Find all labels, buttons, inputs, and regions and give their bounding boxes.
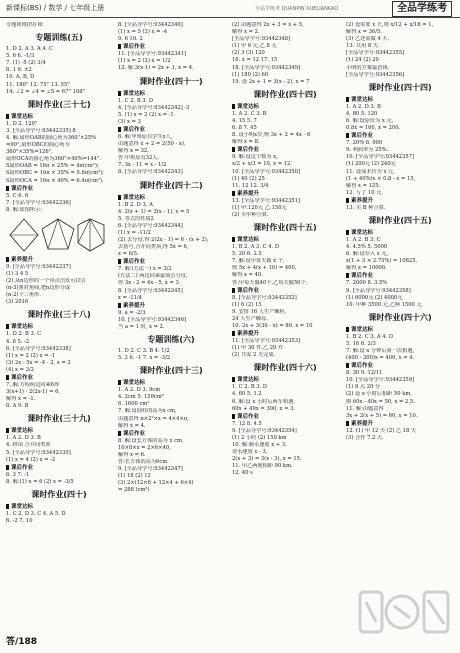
- answer-line: (2) 共需 2 天完成.: [232, 352, 276, 359]
- answer-line: 9. a = -2/3: [118, 309, 146, 316]
- answer-line: 3. [全品导学号:93442335] 8: [6, 127, 76, 134]
- answer-line: 3(x+1) - 2(2x-1) = 6,: [6, 389, 61, 396]
- answer-line: 4. 2(x + 1) = 3(x - 1), x = 5: [118, 208, 190, 215]
- subsection-tag: 课后作业: [232, 146, 338, 154]
- answer-line: 11. 设成本价为 x 元,: [346, 168, 395, 175]
- answer-column-2: [118, 22, 224, 627]
- answer-line: 1. A 2. C 3. B: [232, 110, 267, 117]
- answer-line: 6. [全品导学号:93442344]: [118, 222, 183, 229]
- answer-line: 7. 3x - 11 = x - 1/2: [118, 162, 167, 169]
- answer-line: (1) 180 (2) 60: [232, 71, 269, 78]
- answer-column-4: [346, 22, 454, 627]
- answer-line: [全品导学号:93442355]: [346, 50, 405, 57]
- answer-line: 10. [全品导学号:93442350]: [232, 168, 301, 175]
- answer-line: (1) x = -11/2: [118, 229, 151, 236]
- answer-line: 答:甲每天做40个,乙每天做50个.: [232, 279, 308, 286]
- answer-line: 1. B 2. D 3. A: [118, 201, 153, 208]
- subsection-tag: 课后作业: [118, 430, 224, 438]
- figure-polygons: [6, 215, 112, 255]
- answer-line: 11. 180° 12. 75° 13. 55°: [6, 81, 70, 88]
- section-title: 课时作业(四十六): [368, 312, 432, 322]
- answer-line: (1) 6 (2) 15: [232, 301, 262, 308]
- answer-line: 0.8x = 160, x = 200.: [346, 125, 401, 132]
- answer-line: 4. 8 5. -2: [6, 338, 30, 345]
- answer-line: 1. C 2. D 3. C 4. A 5. D: [6, 510, 66, 517]
- section-title: 课时作业(四十四): [253, 89, 317, 99]
- answer-line: 11. [全品导学号:93442353]: [232, 338, 301, 345]
- answer-line: 6. 解:设存入 x 元,: [346, 251, 389, 258]
- section-title: 课时作业(四十一): [139, 76, 203, 86]
- answer-line: 10. [全品导学号:93442346]: [118, 316, 187, 323]
- answer-line: 4. [全品导学号:93442342] -3: [118, 104, 190, 111]
- answer-line: 1. B 2. A 3. C 4. D: [232, 244, 280, 251]
- header-brand-box: 全品学练考: [392, 1, 452, 17]
- answer-line: = 288 (cm²): [118, 487, 150, 494]
- subsection-tag: 课后作业: [6, 374, 112, 382]
- answer-line: 解得 x = 32.: [118, 148, 149, 155]
- answer-line: x = 6/5.: [118, 251, 139, 258]
- answer-line: S扇形OCA = 16π × 40% = 6.4π(cm²).: [6, 177, 104, 184]
- answer-line: (1) 2 小时 (2) 150 km: [232, 434, 287, 441]
- answer-line: 10. 2x + 3(30 - x) = 80, x = 10: [232, 323, 313, 329]
- answer-line: (4) x = 3/2: [6, 366, 34, 373]
- answer-line: 12. 解:3(x-1) = 2x + 1, x = 4.: [118, 65, 194, 72]
- answer-line: 9. 利润率为 25%.: [346, 147, 389, 154]
- answer-line: (1 + 40%)x × 0.8 - x = 15,: [346, 175, 416, 182]
- section-title: 专题训练(六): [147, 335, 195, 344]
- answer-line: 扇形OCA的圆心角为360°×40%=144°.: [6, 156, 102, 163]
- answer-line: 8. 解:(1) x = 6 (2) x = -3/5: [6, 478, 74, 485]
- answer-line: =90°,扇形OBC的圆心角为: [6, 142, 70, 149]
- subsection-tag: 素养提升: [118, 302, 224, 310]
- page-header: [0, 0, 460, 18]
- polygon-diagonals-figure: [6, 215, 112, 255]
- subsection-tag: 课堂达标: [232, 103, 338, 111]
- answer-line: 答:甲班原有32人.: [118, 155, 160, 162]
- answer-line: (3) 合作 7.2 天.: [346, 434, 384, 441]
- answer-line: 7. 12 8. 4.5: [232, 420, 262, 427]
- answer-line: 5. 6 6. -1/3: [6, 53, 35, 60]
- answer-line: 专题训练(四) 续: [6, 22, 43, 28]
- answer-line: 9. [全品导学号:93442358]: [346, 287, 411, 294]
- subsection-tag: 课后作业: [346, 132, 454, 140]
- answer-line: 9. [全品导学号:93442347]: [118, 466, 183, 473]
- header-brand-pinyin: 全品学练考 QUANPIN XUELIANKAO: [255, 6, 339, 12]
- answer-line: 6. 解:设原价为 x 元,: [346, 117, 394, 124]
- answer-line: 11. [全品导学号:93442341]: [118, 51, 187, 58]
- answer-line: 6. 8 7. 45: [232, 125, 257, 132]
- section-title: 课时作业(三十七): [27, 99, 91, 109]
- subsection-tag: 课后作业: [118, 258, 224, 266]
- answer-line: 解得 x = 125.: [346, 182, 381, 189]
- answer-line: 10. [全品导学号:93442357]: [346, 154, 415, 161]
- answer-line: 10. 甲种 3500 元,乙种 1500 元.: [346, 301, 424, 308]
- answer-line: x(1 + 3 × 2.75%) = 10825,: [346, 258, 418, 265]
- answer-line: 10. 解:顺水速度 x + 3,: [232, 442, 287, 449]
- answer-line: 13. 共用 8 天.: [346, 43, 380, 50]
- subsection-tag: 课堂达标: [6, 113, 112, 121]
- answer-line: (3) 乙还需做 4 天.: [346, 36, 390, 43]
- subsection-tag: 课堂达标: [6, 427, 112, 435]
- answer-line: 1. D 2. B 3. C: [6, 331, 42, 338]
- answer-line: 1. A 2. B 3. C: [346, 236, 381, 243]
- section-title: 课时作业(四十五): [253, 223, 317, 233]
- answer-line: 7. 2000 8. 3.5%: [346, 280, 388, 287]
- answer-line: [全品导学号:93442348]: [232, 36, 291, 43]
- answer-line: 9. 6 10. 2: [118, 36, 143, 43]
- subsection-tag: 素养提升: [346, 420, 454, 428]
- answer-line: (1) 甲 6 元,乙 8 元: [232, 43, 277, 50]
- hexagon-shape: [78, 219, 104, 251]
- subsection-tag: 课后作业: [6, 185, 112, 193]
- header-rule: [0, 17, 460, 18]
- answer-line: 10. A, B, D: [6, 74, 35, 81]
- answer-line: (1) 200元 (2) 240元: [346, 161, 396, 168]
- answer-line: (1) 3 4 5: [6, 270, 29, 277]
- answer-line: 1. A 2. D 3. B: [6, 435, 41, 442]
- subsection-tag: 课后作业: [6, 464, 112, 472]
- subsection-tag: 素养提升: [232, 190, 338, 198]
- section-title: 课时作业(四十五): [368, 215, 432, 225]
- answer-line: (1) x = 2 (2) x = -1: [6, 352, 56, 359]
- section-title: 课时作业(三十八): [27, 310, 91, 320]
- answer-line: 6. -2 7. 10: [6, 518, 33, 525]
- answer-line: 8. 解:设长方体的高为 x cm,: [118, 437, 184, 444]
- answer-line: (1) 40 (2) 25: [232, 175, 265, 182]
- answer-line: 当 a = 1 时, x = 2.: [118, 323, 165, 330]
- answer-line: (2) 3 (3) 120: [232, 50, 265, 57]
- subsection-tag: 课堂达标: [118, 194, 224, 202]
- answer-line: 9. [全品导学号:93442337]: [6, 263, 71, 270]
- answer-line: 5. 16 6. 2/3: [346, 340, 376, 347]
- answer-line: 1. B 2. C 3. A 4. D: [346, 333, 394, 340]
- answer-line: 则 60x - 40x = 50, x = 2.5.: [346, 398, 415, 405]
- subsection-tag: 课后作业: [346, 272, 454, 280]
- answer-line: 7. 解:设甲每天做 x 个,: [232, 258, 285, 265]
- answer-line: 得 3x - 2 = 4x - 5, x = 3.: [118, 280, 181, 287]
- section-title: 专题训练(五): [35, 33, 83, 43]
- answer-line: 10×8×x = 2×6×40,: [118, 444, 171, 451]
- answer-line: 6. 解:设 x 小时后两车相遇,: [232, 398, 295, 405]
- answer-line: 5. 等式的性质2: [118, 215, 154, 222]
- answer-line: (3) 2×(12×6 + 12×4 + 6×4): [118, 480, 194, 487]
- subsection-tag: 课堂达标: [232, 236, 338, 244]
- subsection-tag: 课后作业: [232, 287, 338, 295]
- answer-line: (1) x = 4 (2) x = -2: [6, 456, 56, 463]
- subsection-tag: 课堂达标: [346, 96, 454, 104]
- answer-line: (2) 买甲种合算.: [232, 211, 269, 218]
- answer-line: 8. 1 9. ±2: [6, 67, 32, 74]
- answer-line: 解得 x = -1.: [6, 396, 36, 403]
- answer-line: 13. [全品导学号:93442351]: [232, 197, 301, 204]
- answer-line: 8. 解:如图所示:: [6, 206, 43, 213]
- answer-line: 4. 80 5. 120: [346, 110, 378, 117]
- section-title: 课时作业(四十): [31, 489, 87, 499]
- answer-line: 5. 2 6. -1 7. x = -3/2: [118, 355, 171, 362]
- answer-line: 18. [全品导学号:93442349]: [232, 64, 301, 71]
- answer-line: x/2 + x/3 = 10, x = 12.: [232, 161, 292, 168]
- section-title: 课时作业(四十二): [139, 180, 203, 190]
- answer-line: (1) 18 (2) 12: [118, 473, 151, 480]
- answer-line: 12. (1) 甲 12 天 (2) 乙 18 天: [346, 427, 417, 434]
- subsection-tag: 课堂达标: [346, 229, 454, 237]
- answer-line: 5. 20 6. 2.5: [232, 251, 262, 258]
- answer-line: 19. 设 2x + 1 = 3(x - 2), x = 7: [232, 78, 310, 85]
- answer-line: 逆水速度 x - 3,: [232, 449, 268, 456]
- answer-line: 6. [全品导学号:93442338]: [6, 345, 71, 352]
- answer-line: 1. D 2. C 3. B 4. 1/2: [118, 348, 170, 354]
- answer-line: 6. 解:甲班原有学生x人,: [118, 133, 173, 140]
- answer-line: (3) 2016: [6, 299, 29, 306]
- answer-line: 4. 2cm 5. 150cm²: [118, 394, 164, 401]
- answer-line: 解得 x = 8.: [232, 139, 260, 146]
- answer-line: 7. 解:设圆柱的高为x cm,: [118, 408, 177, 415]
- answer-line: (方法二) 两边同乘最简公分母,: [118, 273, 188, 280]
- answer-line: 11. 12 12. 3/4: [232, 182, 269, 189]
- answer-line: 8. [全品导学号:93442345]: [118, 287, 183, 294]
- answer-line: 8. 设小明x岁,则 3x + 2 = 4x - 6: [232, 132, 311, 139]
- answer-line: (n-2)个三角形.: [6, 292, 41, 299]
- section-title: 课时作业(四十三): [139, 366, 203, 376]
- answer-line: (3) x = 3: [118, 118, 141, 125]
- subsection-tag: 课堂达标: [118, 90, 224, 98]
- answer-line: 4. 15 5. 7: [232, 117, 257, 124]
- subsection-tag: 课堂达标: [346, 326, 454, 334]
- subsection-tag: 课后作业: [346, 362, 454, 370]
- quadrilateral-shape: [10, 219, 38, 251]
- answer-line: S扇形OBC = 16π × 35% = 5.6π(cm²);: [6, 170, 104, 177]
- answer-line: 解得 x = 40.: [232, 272, 263, 279]
- answer-line: (2) 设需要 x 天,则 x/12 + x/18 = 1,: [346, 22, 434, 28]
- diagonal-line: [90, 219, 104, 243]
- answer-line: 8. A 9. B: [6, 403, 29, 410]
- answer-line: 16. x = 12 17. 15: [232, 57, 278, 64]
- watermark-stamp: [356, 582, 452, 642]
- answer-line: 12. 40 s: [232, 470, 253, 477]
- answer-line: 8. [全品导学号:93442343]: [118, 169, 183, 176]
- answer-line: 7. [全品导学号:93442336]: [6, 199, 71, 206]
- answer-line: 7. 解:(方法一) x = 3/2: [118, 266, 172, 273]
- answer-line: 9. 安排 16 人生产螺栓,: [232, 308, 287, 315]
- answer-line: 7. (1) -5 (2) 3/4: [6, 60, 46, 67]
- answer-line: 60x + 40x = 300, x = 3.: [232, 405, 296, 412]
- answer-line: 24 人生产螺母.: [232, 315, 268, 322]
- section-title: 课时作业(三十九): [27, 414, 91, 424]
- answer-line: (400 - 300)x = 400, x = 4.: [346, 355, 415, 362]
- answer-line: 9. 解:设这个数为 x,: [232, 154, 278, 161]
- answer-line: 12. 亏了 10 元.: [346, 189, 384, 196]
- answer-line: 4. 移项 合并同类项: [6, 442, 51, 449]
- answer-line: 13. 买 B 种合算.: [346, 204, 386, 211]
- diagonal-line: [78, 219, 90, 243]
- answer-line: 由题意得 π×2²×x = 4×4×π,: [118, 415, 189, 422]
- answer-line: x = -11/4: [118, 294, 142, 301]
- answer-line: 11. 甲乙两地相距 90 km.: [232, 463, 293, 470]
- answer-line: 8. 30 9. 12/11: [346, 370, 383, 377]
- answer-line: (1) x = 2 (2) x = 1/2: [118, 58, 171, 65]
- answer-line: (1) x = 5 (2) x = -4: [118, 29, 168, 36]
- diagonal-line: [58, 219, 68, 249]
- answer-line: 5. [全品导学号:93442339]: [6, 449, 71, 456]
- answer-line: 7. 解:方程两边同乘6得: [6, 382, 60, 388]
- answer-line: 1. C 2. B 3. D: [232, 384, 268, 391]
- subsection-tag: 课后作业: [232, 413, 338, 421]
- answer-line: 小明的方案最省钱.: [346, 64, 390, 71]
- answer-line: (1) 甲:120元 乙:150元: [232, 204, 287, 211]
- answer-line: 7. 20% 8. 900: [346, 140, 383, 147]
- answer-line: 7. 解:设 x 分钟后第一次相遇,: [346, 348, 415, 354]
- answer-line: (2) 由题意得 2x + 3 = x + 5,: [232, 22, 304, 28]
- answer-line: 4. 4.5% 5. 5000: [346, 244, 388, 251]
- answer-line: 解得 x = 36/5.: [346, 29, 382, 36]
- subsection-tag: 素养提升: [232, 330, 338, 338]
- answer-line: 去括号,合并同类项,得 5x = 6,: [118, 244, 189, 251]
- answer-line: 9. [全品导学号:93442354]: [232, 427, 297, 434]
- answer-line: (1) 6000元 (2) 4000元: [346, 294, 403, 301]
- answer-line: 答:长方体的高为6cm.: [118, 459, 169, 466]
- answer-line: 1. A 2. D 3. 9cm: [118, 387, 161, 394]
- answer-column-1: [6, 22, 112, 627]
- answer-line: 11. 解:由题意得: [346, 405, 384, 412]
- answer-line: 4. 60 5. 1.2: [232, 391, 262, 398]
- answer-line: 解得 x = 6.: [118, 451, 146, 458]
- answer-line: 5. C 6. 6: [6, 192, 29, 199]
- answer-line: (2) 从n边形的一个顶点出发可以引: [6, 278, 86, 285]
- diagonal-line: [48, 219, 58, 249]
- answer-line: 则 5x + 4(x + 10) = 400,: [232, 265, 297, 272]
- answer-line: (n-3)条对角线,把n边形分成: [6, 285, 71, 292]
- subsection-tag: 素养提升: [346, 197, 454, 205]
- answer-line: 10. [全品导学号:93442359]: [346, 377, 415, 384]
- pentagon-shape: [42, 219, 74, 249]
- section-title: 课时作业(四十四): [368, 82, 432, 92]
- answer-line: 1. D 2. 120°: [6, 120, 38, 127]
- answer-line: 由题意得 x + 2 = 2(50 - x),: [118, 141, 186, 148]
- answer-line: 1. D 2. A 3. A 4. C: [6, 46, 53, 53]
- answer-line: 3x + 2(x + 5) = 60, x = 10.: [346, 412, 418, 419]
- answer-line: 4. 解:扇形OAB的圆心角为360°×25%: [6, 134, 97, 141]
- section-title: 课时作业(四十六): [253, 363, 317, 373]
- answer-line: 解得 x = 4.: [118, 422, 146, 429]
- answer-line: 14. ∠2 = ∠4 = ∠5 = 67° 108°: [6, 88, 86, 95]
- subsection-tag: 课堂达标: [232, 376, 338, 384]
- subsection-tag: 课后作业: [118, 43, 224, 51]
- answer-line: 8. [全品导学号:93442340]: [118, 22, 183, 28]
- subsection-tag: 课后作业: [118, 126, 224, 134]
- answer-line: (1) 24 (2) 20: [346, 57, 379, 64]
- answer-line: 1. A 2. D 3. B: [346, 103, 381, 110]
- subsection-tag: 素养提升: [6, 256, 112, 264]
- answer-line: 6. 3 7. -1: [6, 471, 30, 478]
- subsection-tag: 课堂达标: [6, 323, 112, 331]
- answer-line: 解得 x = 2.: [232, 29, 260, 36]
- answer-line: (2) 去分母,得 2(2x - 1) = 6 - (x + 2),: [118, 236, 209, 243]
- answer-line: 解得 x = 10000.: [346, 265, 387, 272]
- page-number: 答/188: [6, 637, 38, 647]
- answer-line: (1) 甲 30 件,乙 20 件: [232, 345, 284, 352]
- subsection-tag: 课堂达标: [118, 379, 224, 387]
- answer-line: (1) 8 点 20 分: [346, 384, 381, 391]
- answer-line: (3) 2x - 5x = -4 - 2, x = 2: [6, 359, 71, 366]
- answer-line: 2(x + 3) = 3(x - 3), x = 15.: [232, 456, 302, 463]
- answer-line: (2) 设 x 小时后相距 50 km,: [346, 391, 412, 398]
- subsection-tag: 课堂达标: [6, 503, 112, 511]
- answer-line: 6. 1600 cm²: [118, 401, 150, 408]
- answer-line: S扇形OAB = 16π × 25% = 4π(cm²);: [6, 163, 99, 170]
- answer-line: 360°×35%=126°,: [6, 149, 53, 156]
- answer-line: 8. [全品导学号:93442352]: [232, 294, 297, 301]
- answer-line: [全品导学号:93442356]: [346, 71, 405, 78]
- answer-column-3: [232, 22, 338, 627]
- header-book-info: 新课标(BS) / 数学 / 七年级上册: [6, 4, 105, 12]
- answer-line: 1. C 2. B 3. D: [118, 97, 154, 104]
- answer-line: 5. (1) x = 2 (2) x = -1: [118, 111, 174, 118]
